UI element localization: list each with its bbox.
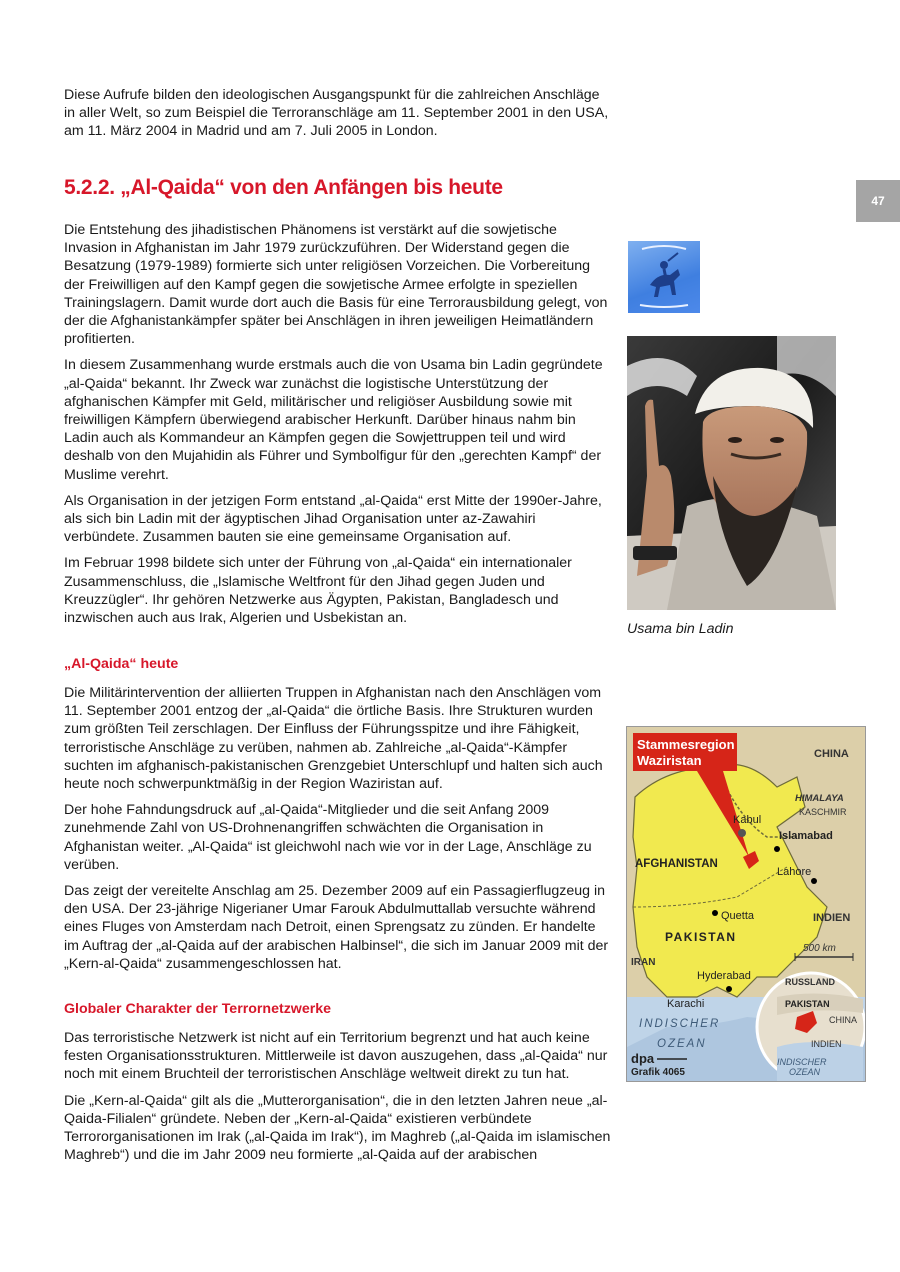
map-title: Stammesregion — [637, 737, 735, 752]
map-title: Waziristan — [637, 753, 702, 768]
map-label: Islamabad — [779, 830, 833, 842]
intro-text — [64, 86, 612, 141]
region-map — [626, 726, 866, 1082]
map-label: Kabul — [733, 814, 762, 826]
intro-paragraph: Diese Aufrufe bilden den ideologischen Ausgangspunkt für die zahlreichen Anschläge in aller Welt, so zum Beispiel die Terroranschläge am 11. September 2001 in den USA, am 11. März 2004 in Madrid und am 7. Juli 2005 in London. — [64, 87, 609, 140]
photo-caption: Usama bin Ladin — [627, 621, 734, 637]
map-label: Lahore — [777, 866, 812, 878]
map-label: Karachi — [667, 998, 705, 1010]
map-label: INDISCHER — [639, 1018, 721, 1030]
map-inset-label: INDISCHER — [777, 1057, 827, 1067]
paragraph: Im Februar 1998 bildete sich unter der Führung von „al-Qaida“ ein internationaler Zusammenschluss, die „Islamische Weltfront für den Jihad gegen Juden und Kreuzzügler“. Ihr gehören Netzwerke aus Ägypten, Pakistan, Bangladesch und inzwischen auch aus Irak, Algerien und Usbekistan an. — [64, 555, 572, 627]
subsection-body — [64, 1029, 612, 1172]
subheading-al-qaida-heute: „Al-Qaida“ heute — [64, 656, 179, 672]
map-scale: 500 km — [803, 943, 836, 954]
map-inset-label: OZEAN — [789, 1067, 821, 1077]
page-number: 47 — [856, 180, 900, 222]
horse-rider-icon — [628, 241, 700, 313]
map-label: Quetta — [721, 910, 755, 922]
subsection-body — [64, 684, 612, 981]
map-label: PAKISTAN — [665, 930, 737, 944]
map-label: IRAN — [631, 957, 656, 968]
paragraph: Als Organisation in der jetzigen Form entstand „al-Qaida“ erst Mitte der 1990er-Jahre, als sich bin Ladin mit der ägyptischen Jihad Organisation unter az-Zawahiri verbündete. Zusammen bauten sie eine gemeinsame Organisation auf. — [64, 492, 602, 546]
portrait-photo — [627, 336, 836, 610]
map-credit: dpa — [631, 1051, 655, 1066]
map-inset-label: INDIEN — [811, 1039, 842, 1049]
paragraph: In diesem Zusammenhang wurde erstmals auch die von Usama bin Ladin gegründete „al-Qaida“ bekannt. Ihr Zweck war zunächst die logistische Unterstützung der afghanischen Kämpfer mit Geld, militärischer und religiöser Ausbildung sowie mit freiwilligen Kämpfern überwiegend arabischer Herkunft. Darüber hinaus nahm bin Ladin auch als Kommandeur an Kämpfen gegen die Sowjettruppen teil und wird deshalb von den Mujahidin als Führer und Symbolfigur für den „gerechten Kampf“ der Muslime verehrt. — [64, 357, 603, 483]
map-label: OZEAN — [657, 1038, 707, 1050]
paragraph: Die „Kern-al-Qaida“ gilt als die „Mutterorganisation“, die in den letzten Jahren neue „al-Qaida-Filialen“ gründete. Neben der „Kern-al-Qaida“ existieren verbündete Terrororganisationen im Irak („al-Qaida im Irak“), im Maghreb („al-Qaida im islamischen Maghreb“) und die im Jahr 2009 neu formierte „al-Qaida auf der arabischen — [64, 1092, 611, 1164]
section-heading: 5.2.2. „Al-Qaida“ von den Anfängen bis heute — [64, 176, 503, 199]
map-label: HIMALAYA — [795, 793, 844, 804]
section-body — [64, 221, 612, 635]
map-label: Hyderabad — [697, 970, 751, 982]
map-inset-label: PAKISTAN — [785, 999, 830, 1009]
map-label: KASCHMIR — [799, 807, 847, 817]
map-inset-label: RUSSLAND — [785, 977, 836, 987]
subheading-globaler-charakter: Globaler Charakter der Terrornetzwerke — [64, 1001, 332, 1017]
map-inset-label: CHINA — [829, 1015, 858, 1025]
paragraph: Der hohe Fahndungsdruck auf „al-Qaida“-Mitglieder und die seit Anfang 2009 zunehmende Zahl von US-Drohnenangriffen schwächten die Organisation in Afghanistan weiter. „Al-Qaida“ ist gleichwohl nach wie vor in der Lage, Anschläge zu verüben. — [64, 802, 592, 873]
paragraph: Die Entstehung des jihadistischen Phänomens ist verstärkt auf die sowjetische Invasion in Afghanistan im Jahr 1979 zurückzuführen. Der Widerstand gegen die Besatzung (1979-1989) formierte sich unter religiösen Vorzeichen. Die Vorbereitung der Freiwilligen auf den Kampf gegen die sowjetische Armee erfolgte in speziellen Trainingslagern. Damit wurde dort auch die Basis für eine Terrorausbildung gelegt, von der die Afghanistankämpfer später bei Anschlägen in ihren jeweiligen Heimatländern profitierten. — [64, 222, 608, 348]
emblem-image — [628, 241, 700, 313]
map-label: CHINA — [814, 748, 849, 760]
map-label: AFGHANISTAN — [635, 858, 718, 870]
paragraph: Das zeigt der vereitelte Anschlag am 25. Dezember 2009 auf ein Passagierflugzeug in den USA. Der 23-jährige Nigerianer Umar Farouk Abdulmuttallab versuchte während eines Fluges von Amsterdam nach Detroit, einen Sprengsatz zu zünden. Er handelte im Auftrag der „al-Qaida auf der arabischen Halbinsel“, die sich im Januar 2009 mit der „Kern-al-Qaida“ zusammengeschlossen hat. — [64, 883, 609, 972]
paragraph: Die Militärintervention der alliierten Truppen in Afghanistan nach den Anschlägen vom 11. September 2001 entzog der „al-Qaida“ die örtliche Basis. Ihre Strukturen wurden zum größten Teil zerschlagen. Der Einfluss der Führungsspitze und ihre Fähigkeit, terroristische Anschläge zu verüben, nahmen ab. Zahlreiche „al-Qaida“-Kämpfer suchten im afghanisch-pakistanischen Grenzgebiet Unterschlupf und halten sich auch heute noch schwerpunktmäßig in der Region Waziristan auf. — [64, 685, 603, 793]
paragraph: Das terroristische Netzwerk ist nicht auf ein Territorium begrenzt und hat auch keine festen Organisationsstrukturen. Mittlerweile ist davon auszugehen, dass „al-Qaida“ nur noch mit einem Bruchteil der terroristischen Anschläge weltweit direkt zu tun hat. — [64, 1030, 608, 1083]
map-label: INDIEN — [813, 912, 851, 924]
map-credit: Grafik 4065 — [631, 1067, 685, 1078]
